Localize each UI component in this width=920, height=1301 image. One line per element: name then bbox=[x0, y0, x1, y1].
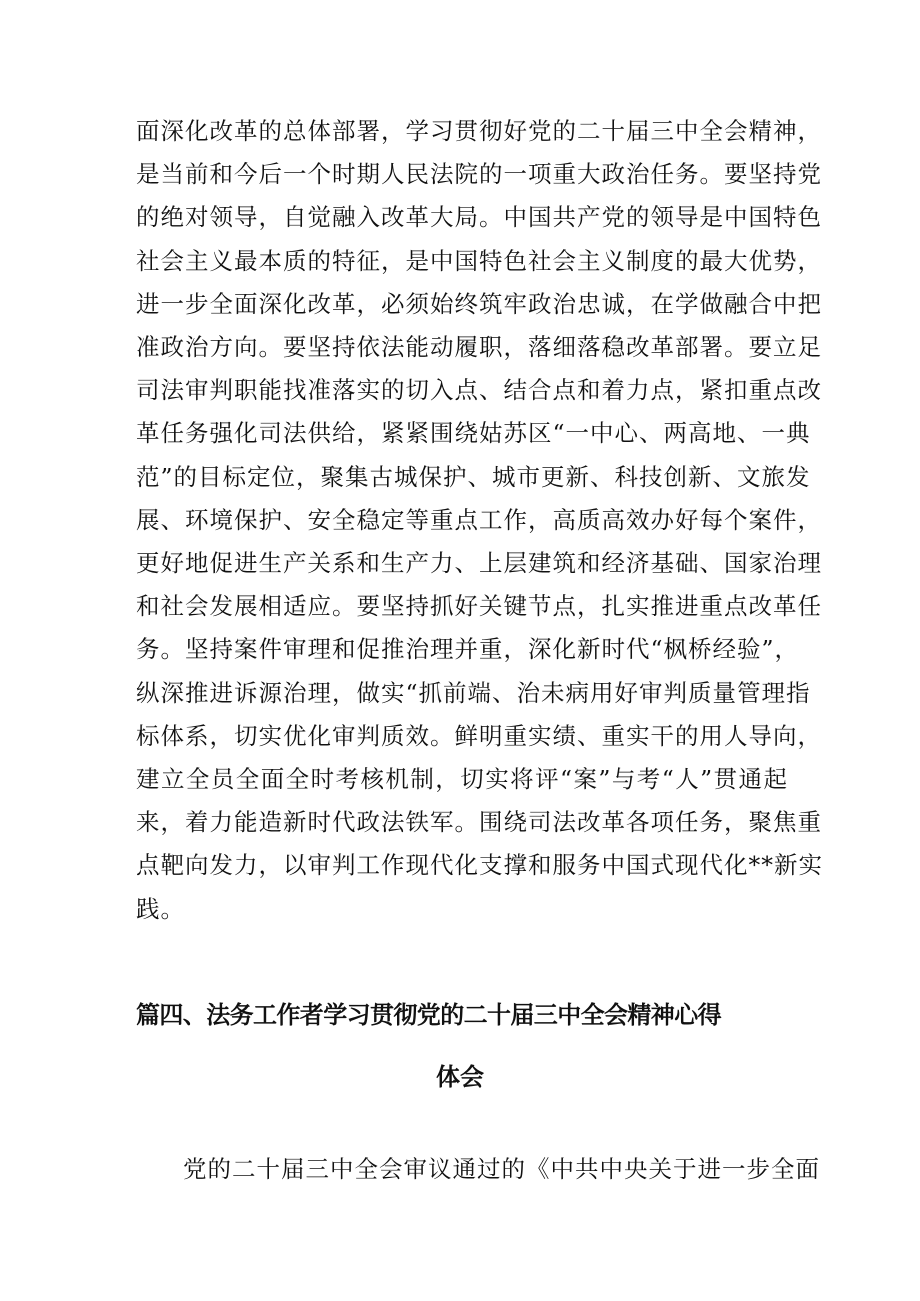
text-line: 建立全员全面全时考核机制，切实将评“案”与考“人”贯通起 bbox=[136, 765, 788, 794]
text-line: 的绝对领导，自觉融入改革大局。中国共产党的领导是中国特色 bbox=[136, 203, 822, 232]
text-line: 准政治方向。要坚持依法能动履职，落细落稳改革部署。要立足 bbox=[136, 333, 822, 362]
text-line: 践。 bbox=[136, 894, 185, 923]
text-line: 标体系，切实优化审判质效。鲜明重实绩、重实干的用人导向， bbox=[136, 721, 822, 750]
text-line: 展、环境保护、安全稳定等重点工作，高质高效办好每个案件， bbox=[136, 505, 822, 534]
text-line: 司法审判职能找准落实的切入点、结合点和着力点，紧扣重点改 bbox=[136, 376, 822, 405]
text-line: 纵深推进诉源治理，做实“抓前端、治未病用好审判质量管理指 bbox=[136, 678, 811, 707]
text-line: 来，着力能造新时代政法铁军。围绕司法改革各项任务，聚焦重 bbox=[136, 808, 822, 837]
text-line: 是当前和今后一个时期人民法院的一项重大政治任务。要坚持党 bbox=[136, 160, 822, 189]
text-line: 更好地促进生产关系和生产力、上层建筑和经济基础、国家治理 bbox=[136, 549, 822, 578]
section-heading-continued: 体会 bbox=[436, 1063, 484, 1091]
text-line: 面深化改革的总体部署，学习贯彻好党的二十届三中全会精神， bbox=[136, 117, 822, 145]
text-line: 和社会发展相适应。要坚持抓好关键节点，扎实推进重点改革任 bbox=[136, 592, 822, 621]
text-line: 进一步全面深化改革，必须始终筑牢政治忠诚，在学做融合中把 bbox=[136, 289, 822, 318]
text-line: 革任务强化司法供给，紧紧围绕姑苏区“一中心、两高地、一典 bbox=[136, 419, 811, 448]
text-line: 务。坚持案件审理和促推治理并重，深化新时代“枫桥经验”， bbox=[136, 635, 800, 664]
body-paragraph-start: 党的二十届三中全会审议通过的《中共中央关于进一步全面 bbox=[183, 1155, 820, 1183]
text-line: 范”的目标定位，聚集古城保护、城市更新、科技创新、文旅发 bbox=[136, 462, 811, 491]
body-paragraph bbox=[136, 110, 823, 931]
text-line: 社会主义最本质的特征，是中国特色社会主义制度的最大优势， bbox=[136, 246, 822, 275]
text-line: 点靶向发力，以审判工作现代化支撑和服务中国式现代化**新实 bbox=[136, 851, 823, 880]
section-heading: 篇四、法务工作者学习贯彻党的二十届三中全会精神心得 bbox=[136, 1001, 721, 1029]
